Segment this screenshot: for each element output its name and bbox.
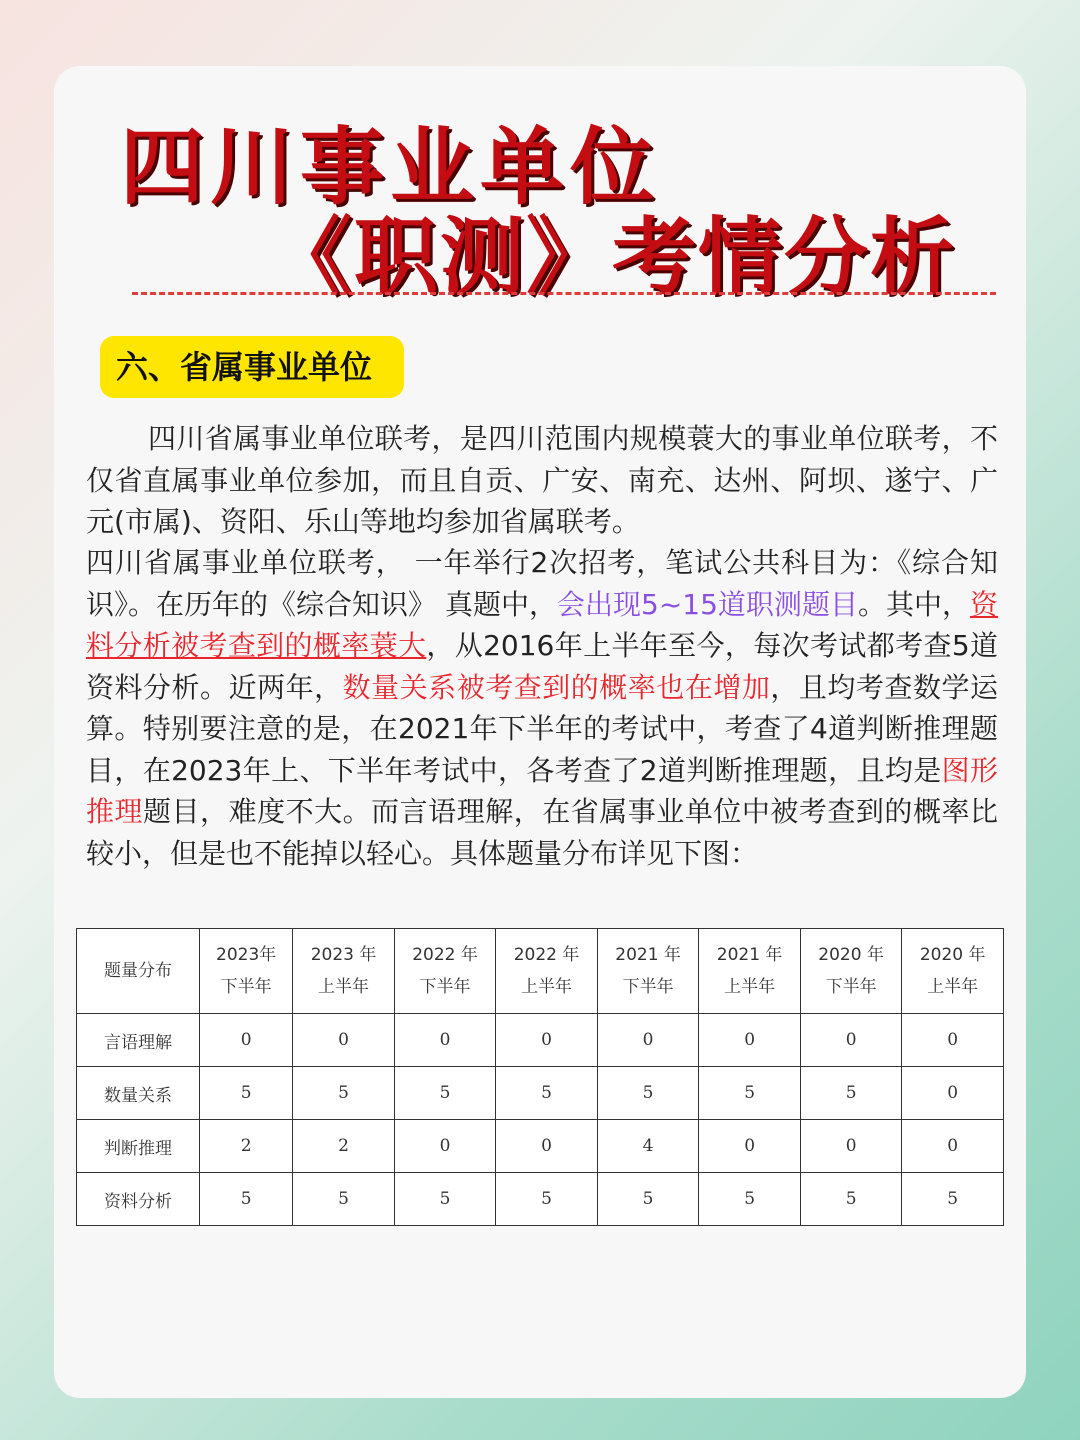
table-row bbox=[77, 1173, 1004, 1226]
column-year: 2022 年 bbox=[513, 945, 580, 965]
table-cell: 0 bbox=[800, 1014, 902, 1067]
column-header bbox=[200, 929, 293, 1014]
table-cell: 2 bbox=[200, 1120, 293, 1173]
column-half: 下半年 bbox=[220, 977, 272, 997]
column-year: 2023 年 bbox=[310, 945, 377, 965]
title-divider bbox=[132, 292, 996, 295]
analysis-text: 题目，难度不大。而言语理解，在省属事业单位中被考查到的概率比较小，但是也不能掉以轻心。具体题量分布详见下图： bbox=[86, 795, 998, 870]
table-cell: 0 bbox=[699, 1120, 801, 1173]
table-cell: 5 bbox=[394, 1173, 496, 1226]
table-cell: 5 bbox=[800, 1067, 902, 1120]
row-label: 资料分析 bbox=[77, 1173, 200, 1226]
table-row bbox=[77, 1067, 1004, 1120]
title-line-2: 《职测》考情分析 bbox=[268, 208, 957, 306]
table-cell: 0 bbox=[902, 1014, 1004, 1067]
table-cell: 0 bbox=[496, 1120, 598, 1173]
row-label: 言语理解 bbox=[77, 1014, 200, 1067]
row-label: 判断推理 bbox=[77, 1120, 200, 1173]
table-cell: 5 bbox=[902, 1173, 1004, 1226]
table-cell: 5 bbox=[699, 1067, 801, 1120]
table-cell: 5 bbox=[597, 1173, 699, 1226]
table-header-row bbox=[77, 929, 1004, 1014]
table-cell: 0 bbox=[496, 1014, 598, 1067]
table-cell: 5 bbox=[496, 1173, 598, 1226]
column-half: 上半年 bbox=[318, 977, 370, 997]
table-cell: 5 bbox=[293, 1173, 395, 1226]
column-half: 下半年 bbox=[622, 977, 674, 997]
column-year: 2021 年 bbox=[615, 945, 681, 965]
title-line-1: 四川事业单位 bbox=[120, 118, 661, 216]
highlight-graphic-reasoning: 图形推理 bbox=[86, 753, 998, 828]
section-heading: 六、省属事业单位 bbox=[100, 336, 404, 398]
table-cell: 5 bbox=[200, 1067, 293, 1120]
table-corner-header: 题量分布 bbox=[77, 929, 200, 1014]
table-cell: 5 bbox=[800, 1173, 902, 1226]
column-year: 2022 年 bbox=[412, 945, 478, 965]
highlight-quantitative: 数量关系被考查到的概率也在增加 bbox=[342, 670, 771, 704]
analysis-paragraph bbox=[86, 542, 998, 874]
table-cell: 5 bbox=[200, 1173, 293, 1226]
column-half: 上半年 bbox=[724, 977, 776, 997]
column-header bbox=[902, 929, 1004, 1014]
column-year: 2021 年 bbox=[716, 945, 783, 965]
table-cell: 2 bbox=[293, 1120, 395, 1173]
table-cell: 0 bbox=[597, 1014, 699, 1067]
analysis-text: 四川省属事业单位联考， 一年举行2次招考，笔试公共科目为：《综合知识》。在历年的《综合知识》 真题中， bbox=[86, 546, 998, 621]
row-label: 数量关系 bbox=[77, 1067, 200, 1120]
table-cell: 4 bbox=[597, 1120, 699, 1173]
highlight-data-analysis: 资料分析被考查到的概率蓑大 bbox=[86, 587, 998, 662]
column-half: 上半年 bbox=[927, 977, 979, 997]
column-year: 2020 年 bbox=[919, 945, 986, 965]
column-header bbox=[800, 929, 902, 1014]
analysis-text: ，从2016年上半年至今，每次考试都考查5道资料分析。近两年， bbox=[86, 629, 998, 704]
table-cell: 0 bbox=[394, 1014, 496, 1067]
table-cell: 5 bbox=[496, 1067, 598, 1120]
table-cell: 0 bbox=[902, 1120, 1004, 1173]
table-cell: 0 bbox=[699, 1014, 801, 1067]
analysis-text: ，且均考查数学运算。特别要注意的是，在2021年下半年的考试中，考查了4道判断推理题目，在2023年上、下半年考试中，各考查了2道判断推理题，且均是 bbox=[86, 670, 998, 787]
table-row bbox=[77, 1120, 1004, 1173]
table-cell: 0 bbox=[800, 1120, 902, 1173]
column-year: 2023年 bbox=[216, 945, 277, 965]
table-cell: 5 bbox=[597, 1067, 699, 1120]
highlight-question-count: 会出现5~15道职测题目 bbox=[557, 587, 858, 621]
column-header bbox=[699, 929, 801, 1014]
column-half: 上半年 bbox=[521, 977, 573, 997]
intro-paragraph: 四川省属事业单位联考，是四川范围内规模蓑大的事业单位联考，不仅省直属事业单位参加，而且自贡、广安、南充、达州、阿坝、遂宁、广元(市属)、资阳、乐山等地均参加省属联考。 bbox=[86, 422, 998, 538]
table-cell: 0 bbox=[200, 1014, 293, 1067]
table-cell: 0 bbox=[902, 1067, 1004, 1120]
column-header bbox=[293, 929, 395, 1014]
table-cell: 0 bbox=[293, 1014, 395, 1067]
table-cell: 5 bbox=[394, 1067, 496, 1120]
question-distribution-table bbox=[76, 928, 1004, 1226]
table-row bbox=[77, 1014, 1004, 1067]
column-half: 下半年 bbox=[419, 977, 471, 997]
column-header bbox=[394, 929, 496, 1014]
table-cell: 0 bbox=[394, 1120, 496, 1173]
table-cell: 5 bbox=[699, 1173, 801, 1226]
analysis-text: 。其中， bbox=[857, 587, 970, 621]
column-header bbox=[597, 929, 699, 1014]
table-cell: 5 bbox=[293, 1067, 395, 1120]
column-year: 2020 年 bbox=[818, 945, 884, 965]
column-header bbox=[496, 929, 598, 1014]
column-half: 下半年 bbox=[825, 977, 877, 997]
